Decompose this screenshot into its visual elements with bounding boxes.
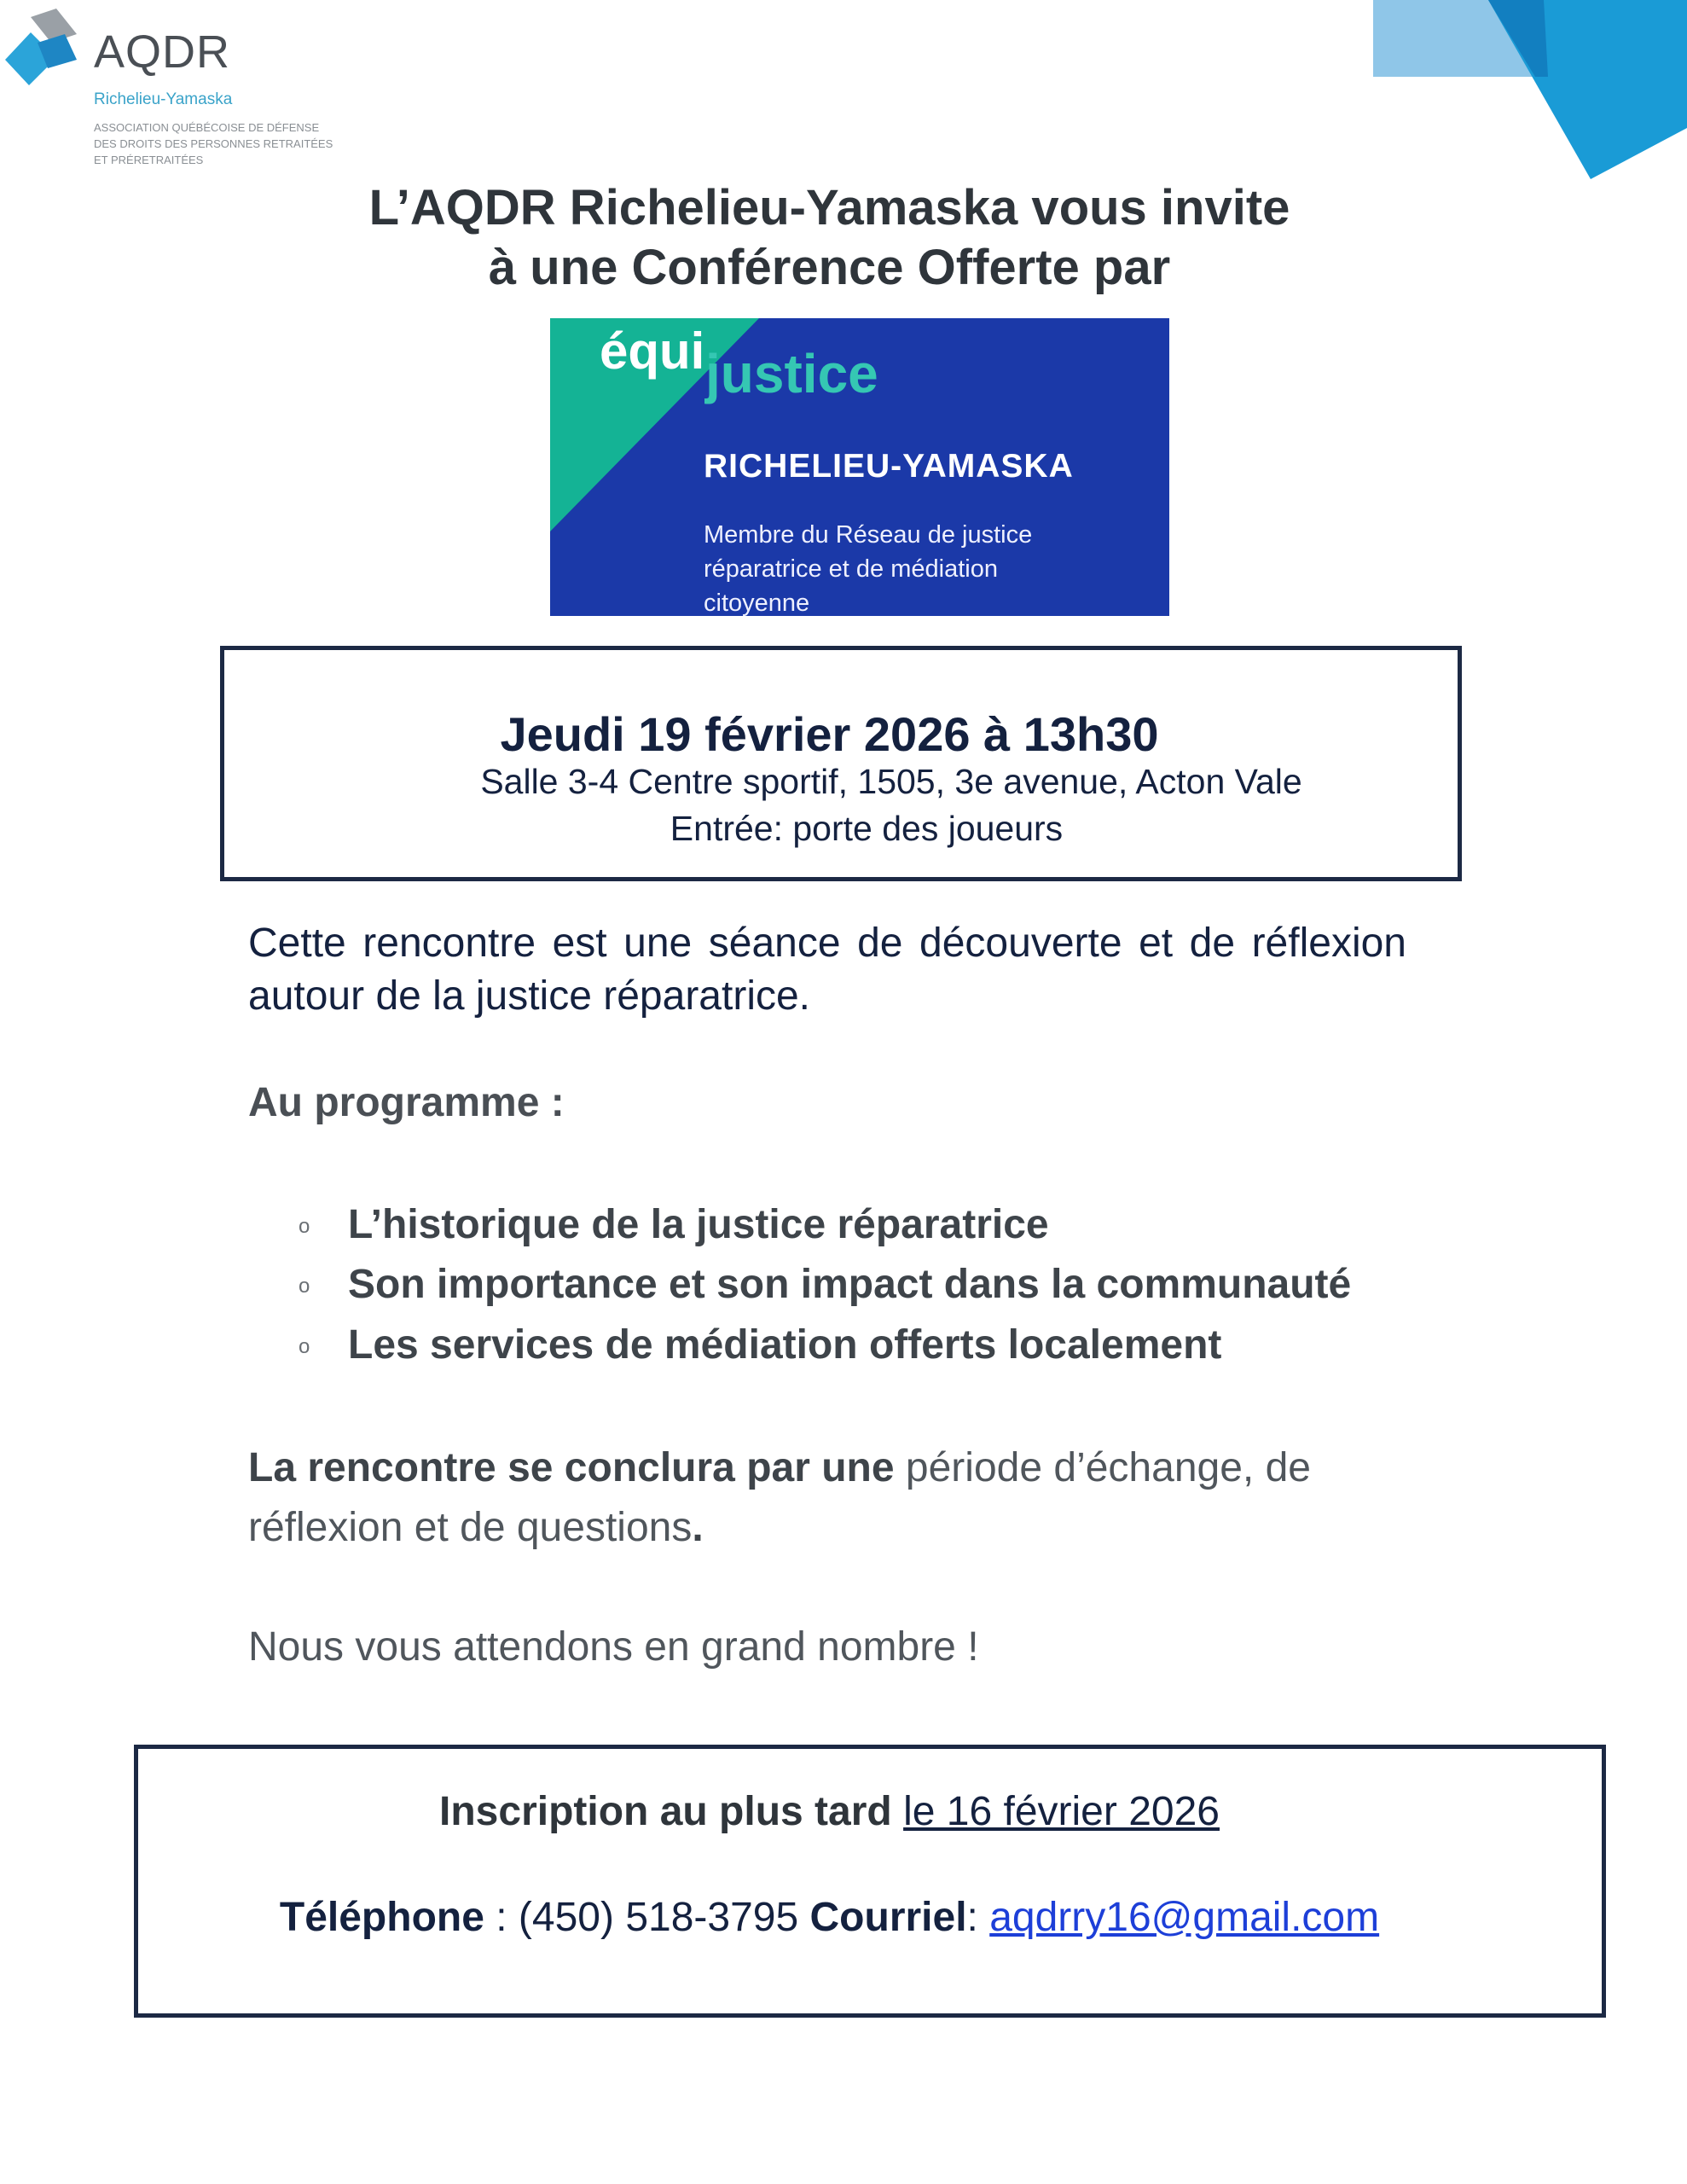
program-item-label: Les services de médiation offerts localement — [348, 1322, 1222, 1368]
circle-bullet-icon: o — [299, 1335, 310, 1359]
email-link[interactable]: aqdrry16@gmail.com — [989, 1895, 1380, 1940]
registration-label: Inscription au plus tard — [439, 1789, 892, 1834]
event-location: Salle 3-4 Centre sportif, 1505, 3e avenue, Acton Vale — [480, 762, 1302, 801]
logo-association-line: ASSOCIATION QUÉBÉCOISE DE DÉFENSE — [94, 121, 320, 134]
logo-region: Richelieu-Yamaska — [94, 90, 233, 108]
circle-bullet-icon: o — [299, 1215, 310, 1239]
logo-association-line: ET PRÉRETRAITÉES — [94, 154, 204, 166]
banner-description-line: réparatrice et de médiation — [704, 555, 998, 583]
logo-name: AQDR — [94, 26, 231, 78]
email-separator: : — [966, 1895, 990, 1940]
closing-line: Nous vous attendons en grand nombre ! — [248, 1624, 979, 1670]
logo-association-line: DES DROITS DES PERSONNES RETRAITÉES — [94, 137, 333, 150]
phone-label: Téléphone — [279, 1895, 484, 1940]
program-item-label: Son importance et son impact dans la communauté — [348, 1262, 1352, 1307]
conclusion-paragraph — [248, 1438, 1417, 1558]
banner-description-line: citoyenne — [704, 590, 810, 616]
program-item — [299, 1201, 1049, 1248]
banner-description — [704, 518, 1147, 616]
conclusion-end: . — [692, 1505, 704, 1550]
registration-deadline: le 16 février 2026 — [903, 1789, 1220, 1834]
registration-box — [134, 1745, 1606, 2018]
email-label: Courriel — [809, 1895, 967, 1940]
logo-association — [94, 119, 333, 168]
phone-separator: : — [484, 1895, 519, 1940]
banner-region: RICHELIEU-YAMASKA — [704, 448, 1074, 485]
banner-justice: justice — [705, 343, 878, 404]
conclusion-text: période d’échange, de réflexion et de questions — [248, 1445, 1311, 1550]
program-item — [299, 1261, 1351, 1308]
banner-description-line: Membre du Réseau de justice — [704, 521, 1033, 549]
corner-decoration — [1365, 0, 1687, 183]
invitation-subtitle: à une Conférence Offerte par — [488, 240, 1171, 295]
program-item — [299, 1321, 1221, 1368]
equijustice-banner — [550, 318, 1169, 616]
aqdr-logo-icon — [5, 9, 77, 85]
invitation-title: L’AQDR Richelieu-Yamaska vous invite — [368, 180, 1290, 235]
contact-line — [0, 1894, 1659, 1941]
registration-deadline-line — [0, 1788, 1659, 1835]
program-item-label: L’historique de la justice réparatrice — [348, 1202, 1049, 1247]
program-heading: Au programme : — [248, 1080, 565, 1125]
phone-number: (450) 518-3795 — [518, 1895, 799, 1940]
event-entrance: Entrée: porte des joueurs — [670, 809, 1064, 848]
event-date: Jeudi 19 février 2026 à 13h30 — [500, 707, 1159, 761]
banner-equi: équi — [600, 322, 705, 380]
intro-paragraph: Cette rencontre est une séance de découverte et de réflexion autour de la justice réparatrice. — [248, 921, 1406, 1019]
conclusion-bold: La rencontre se conclura par une — [248, 1445, 895, 1490]
circle-bullet-icon: o — [299, 1275, 310, 1298]
